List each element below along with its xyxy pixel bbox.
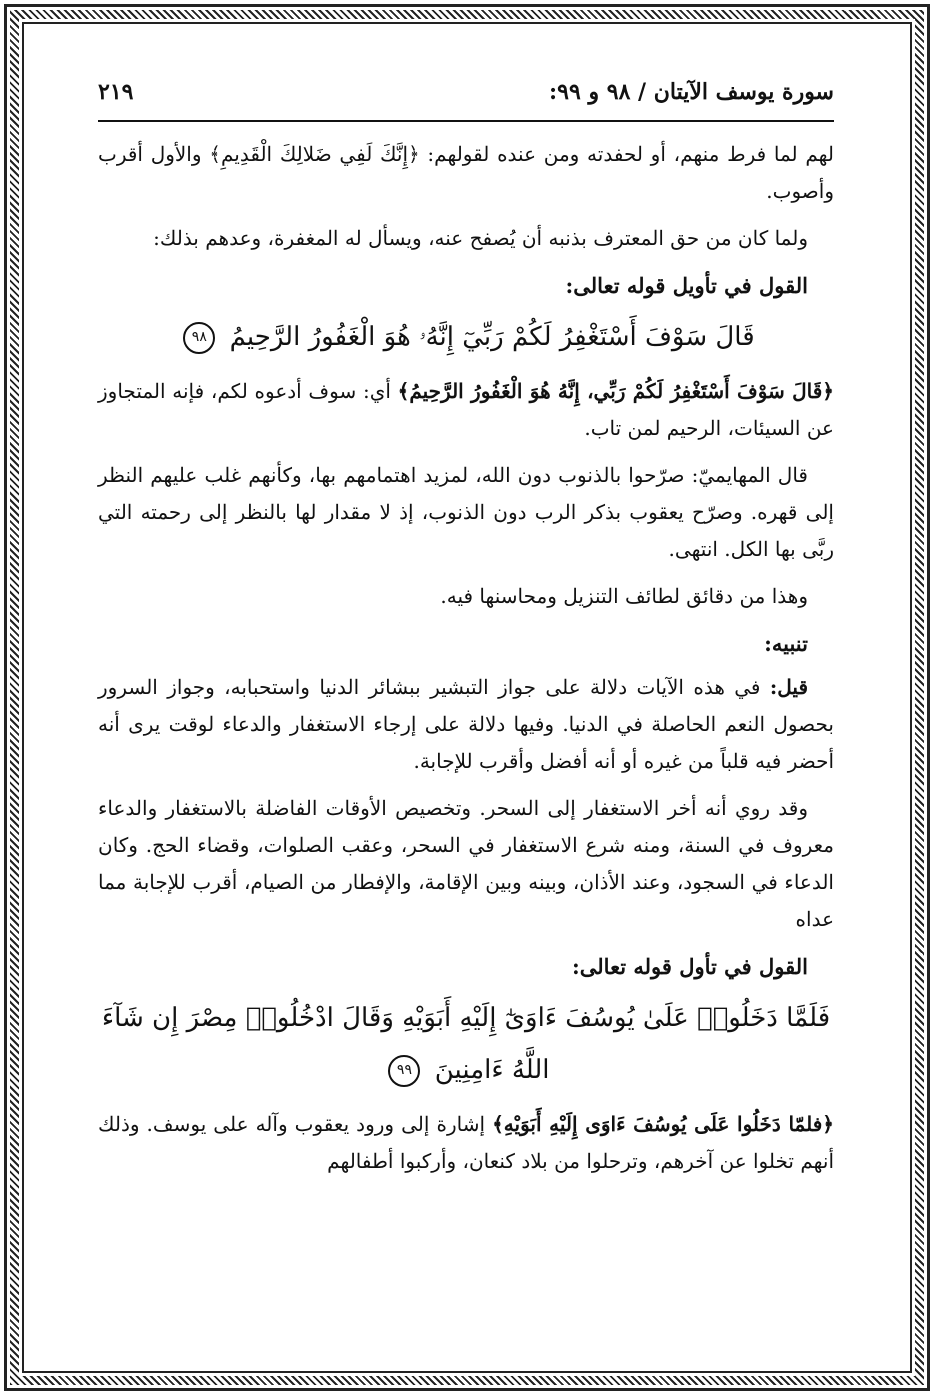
header-title: سورة يوسف الآيتان / ٩٨ و ٩٩: [549,79,834,105]
paragraph-3-quote: ﴿قَالَ سَوْفَ أَسْتَغْفِرُ لَكُمْ رَبِّي، إِنَّهُ هُوَ الْغَفُورُ الرَّحِيمُ﴾ [397,379,834,403]
paragraph-2: ولما كان من حق المعترف بذنبه أن يُصفح عنه، ويسأل له المغفرة، وعدهم بذلك: [153,226,808,250]
verse-98-text: قَالَ سَوْفَ أَسْتَغْفِرُ لَكُمْ رَبِّيٓ إِنَّهُۥ هُوَ الْغَفُورُ الرَّحِيمُ [229,322,755,352]
page-header [98,70,834,114]
paragraph-8 [98,1106,834,1180]
quran-verse-99 [98,992,834,1096]
tanbih-heading: تنبيه: [764,631,808,656]
paragraph-8-quote: ﴿فلمّا دَخَلُوا عَلَى يُوسُفَ ءَاوَى إِلَيْهِ أَبَوَيْهِ﴾ [492,1112,835,1136]
page-content [98,70,834,1190]
verse-99-number: ٩٩ [388,1055,420,1087]
header-rule [98,120,834,122]
paragraph-3-text: أي: سوف أدعوه لكم، فإنه المتجاوز عن السيئات، الرحيم لمن تاب. [98,379,834,440]
paragraph-8-text: إشارة إلى ورود يعقوب وآله على يوسف. وذلك أنهم تخلوا عن آخرهم، وترحلوا من بلاد كنعان، وأركبوا أطفالهم [98,1112,834,1173]
section-heading-2: القول في تأول قوله تعالى: [572,954,808,979]
paragraph-4: قال المهايميّ: صرّحوا بالذنوب دون الله، لمزيد اهتمامهم بها، وكأنهم غلب عليهم النظر إلى قهره. وصرّح يعقوب بذكر الرب دون الذنوب، إذ لا مقدار لها بالنظر إلى رحمته التي ربَّى بها الكل. انتهى. [98,463,834,561]
paragraph-5: وهذا من دقائق لطائف التنزيل ومحاسنها فيه. [440,584,808,608]
paragraph-3 [98,373,834,447]
paragraph-6-text: في هذه الآيات دلالة على جواز التبشير ببشائر الدنيا واستحبابه، وجواز السرور بحصول النعم الحاصلة في الدنيا. وفيها دلالة على إرجاء الاستغفار والدعاء لوقت يرى أنه أحضر فيه قلباً من غيره أو أنه أفضل وأقرب للإجابة. [98,675,834,773]
paragraph-6 [98,669,834,780]
quran-verse-98 [98,311,834,363]
paragraph-1: لهم لما فرط منهم، أو لحفدته ومن عنده لقولهم: ﴿إِنَّكَ لَفِي ضَلالِكَ الْقَدِيمِ﴾ والأول أقرب وأصوب. [98,142,834,203]
verse-99-text: فَلَمَّا دَخَلُوا۟ عَلَىٰ يُوسُفَ ءَاوَىٰٓ إِلَيْهِ أَبَوَيْهِ وَقَالَ ادْخُلُوا۟ مِصْرَ إِن شَآءَ اللَّهُ ءَامِنِينَ [101,1003,831,1085]
section-heading-1: القول في تأويل قوله تعالى: [565,273,808,298]
paragraph-7: وقد روي أنه أخر الاستغفار إلى السحر. وتخصيص الأوقات الفاضلة بالاستغفار والدعاء معروف في السنة، ومنه شرع الاستغفار في السحر، وعقب الصلوات، وقضاء الحج. وكان الدعاء في السجود، وعند الأذان، وبينه وبين الإقامة، والإفطار من الصيام، أقرب للإجابة مما عداه [98,796,834,931]
verse-98-number: ٩٨ [183,322,215,354]
paragraph-6-lead: قيل: [769,675,808,699]
page-number: ٢١٩ [98,79,134,105]
